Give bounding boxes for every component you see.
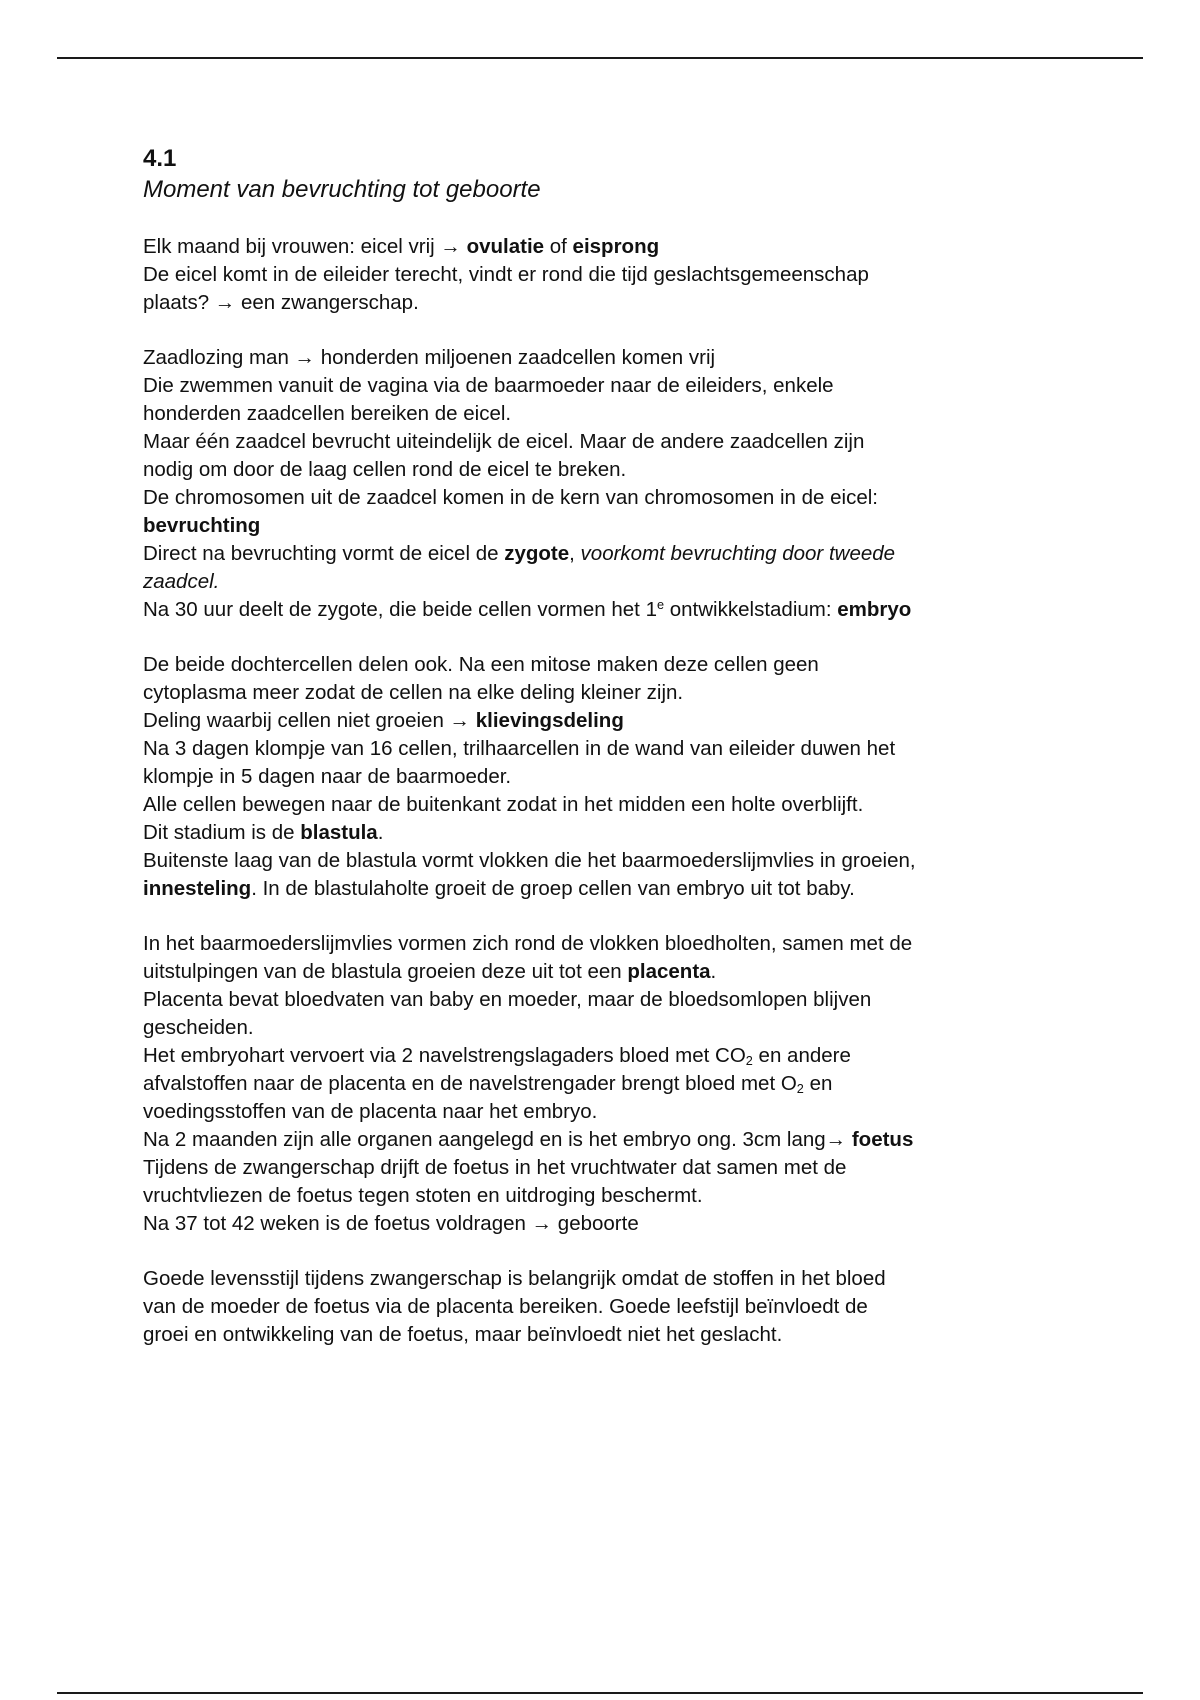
text-run: gescheiden.	[143, 1016, 254, 1039]
text-line	[143, 484, 1083, 512]
text-line	[143, 1042, 1083, 1070]
text-run: Zaadlozing man → honderden miljoenen zaadcellen komen vrij	[143, 346, 716, 369]
text-line	[143, 512, 1083, 540]
text-run: voedingsstoffen van de placenta naar het embryo.	[143, 1100, 598, 1123]
text-line	[143, 261, 1083, 289]
text-run: . In de blastulaholte groeit de groep cellen van embryo uit tot baby.	[251, 877, 855, 900]
text-run: De chromosomen uit de zaadcel komen in de kern van chromosomen in de eicel:	[143, 486, 878, 509]
text-line	[143, 428, 1083, 456]
bold-term: ovulatie	[466, 235, 545, 258]
text-line	[143, 372, 1083, 400]
bottom-rule	[57, 1692, 1143, 1694]
text-line	[143, 986, 1083, 1014]
bold-term: bevruchting	[143, 514, 261, 537]
text-line	[143, 1210, 1083, 1238]
text-line	[143, 819, 1083, 847]
text-run: .	[710, 960, 717, 983]
italic-text: voorkomt bevruchting door tweede	[580, 542, 896, 565]
bold-term: embryo	[837, 598, 912, 621]
text-line	[143, 1265, 1083, 1293]
text-line	[143, 763, 1083, 791]
text-run: ,	[569, 542, 581, 565]
section-number: 4.1	[143, 145, 177, 172]
bold-term: innesteling	[143, 877, 252, 900]
text-line	[143, 1070, 1083, 1098]
text-run: Direct na bevruchting vormt de eicel de	[143, 542, 505, 565]
text-line	[143, 958, 1083, 986]
paragraph	[143, 1265, 1083, 1349]
bold-term: placenta	[627, 960, 711, 983]
text-run: nodig om door de laag cellen rond de eicel te breken.	[143, 458, 627, 481]
text-line	[143, 568, 1083, 596]
text-run: uitstulpingen van de blastula groeien deze uit tot een	[143, 960, 628, 983]
text-line	[143, 456, 1083, 484]
text-run: plaats? → een zwangerschap.	[143, 291, 419, 314]
text-run: Het embryohart vervoert via 2 navelstrengslagaders bloed met CO	[143, 1044, 746, 1067]
text-line	[143, 847, 1083, 875]
text-run: en andere	[752, 1044, 851, 1067]
text-line	[143, 930, 1083, 958]
section-title: Moment van bevruchting tot geboorte	[143, 176, 541, 203]
paragraphs	[143, 233, 1083, 1349]
text-run: De eicel komt in de eileider terecht, vindt er rond die tijd geslachtsgemeenschap	[143, 263, 869, 286]
text-line	[143, 400, 1083, 428]
paragraph	[143, 930, 1083, 1238]
text-run: Na 30 uur deelt de zygote, die beide cellen vormen het 1	[143, 598, 657, 621]
text-run: en	[803, 1072, 833, 1095]
text-run: Die zwemmen vanuit de vagina via de baarmoeder naar de eileiders, enkele	[143, 374, 834, 397]
subscript: 2	[796, 1081, 804, 1097]
italic-text: zaadcel.	[143, 570, 220, 593]
text-line	[143, 1126, 1083, 1154]
text-line	[143, 791, 1083, 819]
text-run: groei en ontwikkeling van de foetus, maar beïnvloedt niet het geslacht.	[143, 1323, 783, 1346]
text-line	[143, 679, 1083, 707]
text-run: honderden zaadcellen bereiken de eicel.	[143, 402, 512, 425]
text-run: Deling waarbij cellen niet groeien →	[143, 709, 476, 732]
text-line	[143, 233, 1083, 261]
text-line	[143, 1098, 1083, 1126]
text-line	[143, 875, 1083, 903]
text-run: klompje in 5 dagen naar de baarmoeder.	[143, 765, 512, 788]
text-line	[143, 596, 1083, 624]
text-run: afvalstoffen naar de placenta en de navelstrengader brengt bloed met O	[143, 1072, 797, 1095]
text-run: ontwikkelstadium:	[664, 598, 838, 621]
text-run: In het baarmoederslijmvlies vormen zich rond de vlokken bloedholten, samen met de	[143, 932, 913, 955]
paragraph	[143, 344, 1083, 624]
text-line	[143, 540, 1083, 568]
text-run: Goede levensstijl tijdens zwangerschap is belangrijk omdat de stoffen in het bloed	[143, 1267, 886, 1290]
text-run: Placenta bevat bloedvaten van baby en moeder, maar de bloedsomlopen blijven	[143, 988, 872, 1011]
text-line	[143, 1321, 1083, 1349]
text-line	[143, 1293, 1083, 1321]
text-run: cytoplasma meer zodat de cellen na elke deling kleiner zijn.	[143, 681, 684, 704]
bold-term: zygote	[504, 542, 570, 565]
superscript: e	[656, 597, 665, 613]
bold-term: blastula	[300, 821, 378, 844]
text-line	[143, 1154, 1083, 1182]
text-run: Na 37 tot 42 weken is de foetus voldragen → geboorte	[143, 1212, 639, 1235]
text-run: of	[544, 235, 573, 258]
text-run: .	[377, 821, 384, 844]
text-run: Na 2 maanden zijn alle organen aangelegd en is het embryo ong. 3cm lang→	[143, 1128, 852, 1151]
text-line	[143, 289, 1083, 317]
text-run: Tijdens de zwangerschap drijft de foetus in het vruchtwater dat samen met de	[143, 1156, 847, 1179]
text-run: Elk maand bij vrouwen: eicel vrij →	[143, 235, 467, 258]
text-line	[143, 1014, 1083, 1042]
text-run: De beide dochtercellen delen ook. Na een mitose maken deze cellen geen	[143, 653, 819, 676]
paragraph	[143, 651, 1083, 903]
text-line	[143, 344, 1083, 372]
subscript: 2	[745, 1053, 753, 1069]
document-body	[143, 144, 1083, 1376]
text-line	[143, 735, 1083, 763]
text-run: Dit stadium is de	[143, 821, 301, 844]
bold-term: foetus	[851, 1128, 914, 1151]
text-run: vruchtvliezen de foetus tegen stoten en uitdroging beschermt.	[143, 1184, 703, 1207]
paragraph	[143, 233, 1083, 317]
text-line	[143, 1182, 1083, 1210]
text-run: Alle cellen bewegen naar de buitenkant zodat in het midden een holte overblijft.	[143, 793, 864, 816]
text-line	[143, 651, 1083, 679]
text-run: Buitenste laag van de blastula vormt vlokken die het baarmoederslijmvlies in groeien,	[143, 849, 916, 872]
text-run: van de moeder de foetus via de placenta bereiken. Goede leefstijl beïnvloedt de	[143, 1295, 868, 1318]
text-run: Na 3 dagen klompje van 16 cellen, trilhaarcellen in de wand van eileider duwen het	[143, 737, 896, 760]
bold-term: klievingsdeling	[475, 709, 624, 732]
top-rule	[57, 57, 1143, 59]
text-run: Maar één zaadcel bevrucht uiteindelijk de eicel. Maar de andere zaadcellen zijn	[143, 430, 865, 453]
bold-term: eisprong	[572, 235, 660, 258]
text-line	[143, 707, 1083, 735]
